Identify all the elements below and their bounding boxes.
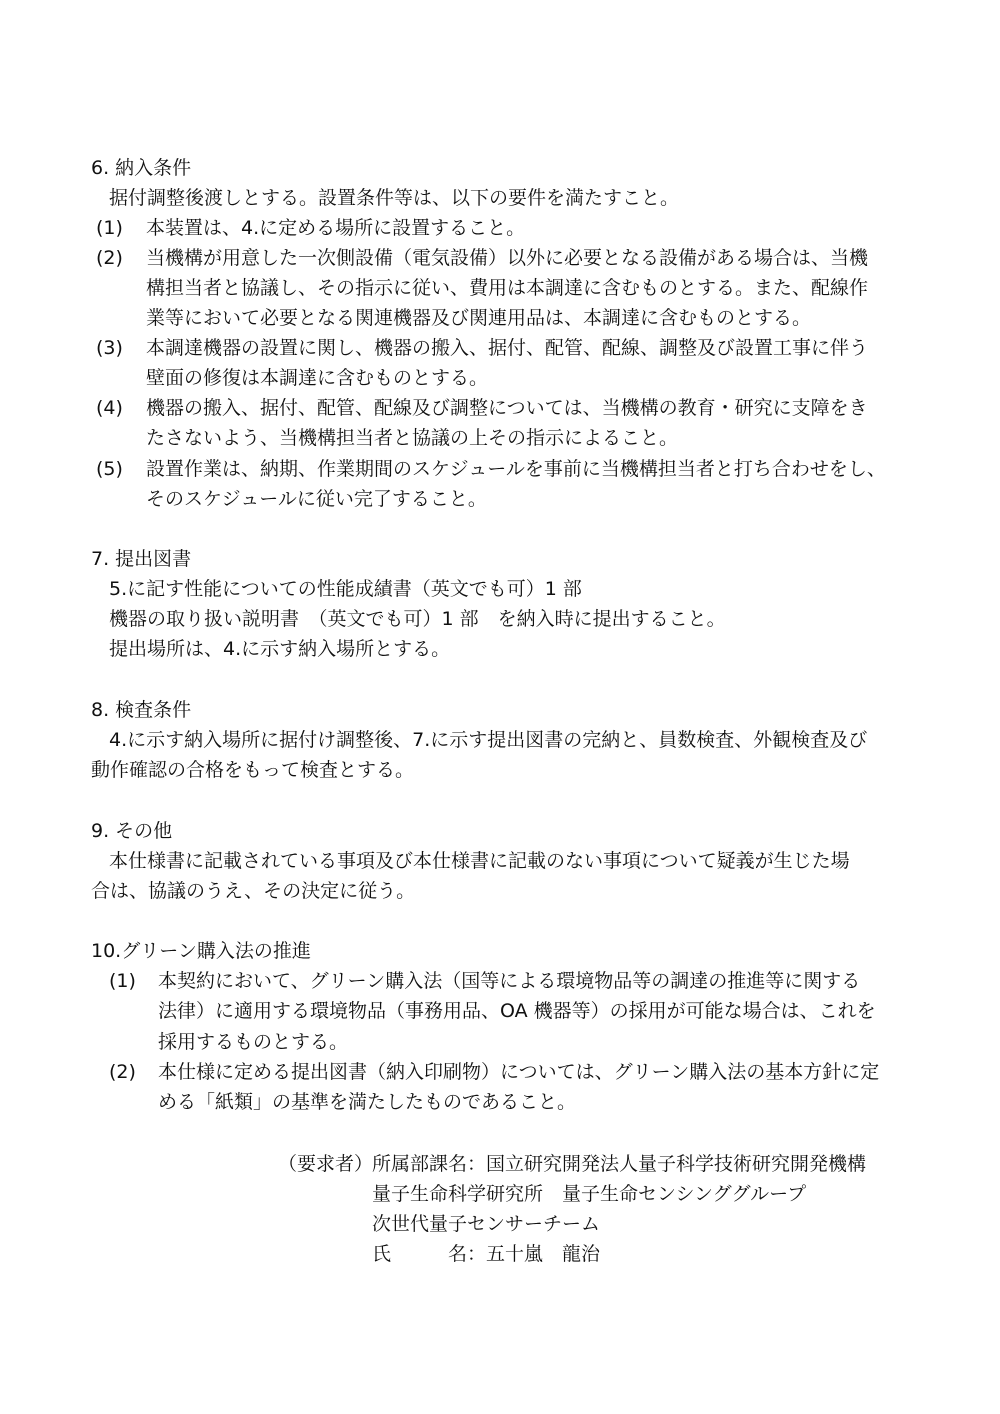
item-text: 設置作業は、納期、作業期間のスケジュールを事前に当機構担当者と打ち合わせをし、 [146, 458, 886, 480]
item-text: 当機構が用意した一次側設備（電気設備）以外に必要となる設備がある場合は、当機 [146, 247, 869, 269]
section-8-line: 4.に示す納入場所に据付け調整後、7.に示す提出図書の完納と、員数検査、外観検査及び [109, 729, 868, 751]
section-6-title: 6. 納入条件 [91, 157, 192, 179]
affiliation-institute: 量子生命科学研究所 量子生命センシンググループ [372, 1183, 807, 1205]
item-text: 構担当者と協議し、その指示に従い、費用は本調達に含むものとする。また、配線作 [146, 277, 869, 299]
item-text: たさないよう、当機構担当者と協議の上その指示によること。 [146, 427, 679, 449]
item-number: (2) [109, 1061, 136, 1083]
affiliation-org: 国立研究開発法人量子科学技術研究開発機構 [486, 1153, 867, 1175]
requester-label: （要求者） [278, 1153, 374, 1175]
section-7-title: 7. 提出図書 [91, 548, 192, 570]
item-number: (3) [96, 337, 123, 359]
affiliation-label: 所属部課名： [372, 1153, 487, 1175]
affiliation-team: 次世代量子センサーチーム [372, 1213, 601, 1235]
section-7-line: 機器の取り扱い説明書 （英文でも可）1 部 を納入時に提出すること。 [109, 608, 726, 630]
item-text: 機器の搬入、据付、配管、配線及び調整については、当機構の教育・研究に支障をき [146, 397, 868, 419]
item-text: 本装置は、4.に定める場所に設置すること。 [146, 217, 526, 239]
item-text: そのスケジュールに従い完了すること。 [146, 488, 487, 510]
requester-name: 五十嵐 龍治 [486, 1243, 601, 1265]
name-label: 氏 名： [372, 1243, 487, 1265]
section-8-title: 8. 検査条件 [91, 699, 192, 721]
section-7-line: 5.に記す性能についての性能成績書（英文でも可）1 部 [109, 578, 582, 600]
item-number: (1) [109, 970, 136, 992]
item-text: める「紙類」の基準を満たしたものであること。 [158, 1091, 577, 1113]
item-text: 法律）に適用する環境物品（事務用品、OA 機器等）の採用が可能な場合は、これを [158, 1000, 876, 1022]
section-8-line: 動作確認の合格をもって検査とする。 [91, 759, 415, 781]
item-text: 壁面の修復は本調達に含むものとする。 [146, 367, 489, 389]
item-text: 本契約において、グリーン購入法（国等による環境物品等の調達の推進等に関する [158, 970, 861, 992]
section-9-line: 合は、協議のうえ、その決定に従う。 [91, 880, 416, 902]
item-text: 採用するものとする。 [158, 1031, 349, 1053]
item-number: (5) [96, 458, 123, 480]
item-text: 本仕様に定める提出図書（納入印刷物）については、グリーン購入法の基本方針に定 [158, 1061, 880, 1083]
section-6-intro: 据付調整後渡しとする。設置条件等は、以下の要件を満たすこと。 [109, 187, 680, 209]
section-10-title: 10.グリーン購入法の推進 [91, 940, 311, 962]
section-9-line: 本仕様書に記載されている事項及び本仕様書に記載のない事項について疑義が生じた場 [109, 850, 850, 872]
item-text: 本調達機器の設置に関し、機器の搬入、据付、配管、配線、調整及び設置工事に伴う [146, 337, 869, 359]
item-number: (1) [96, 217, 123, 239]
item-number: (4) [96, 397, 123, 419]
item-number: (2) [96, 247, 123, 269]
item-text: 業等において必要となる関連機器及び関連用品は、本調達に含むものとする。 [146, 307, 812, 329]
section-9-title: 9. その他 [91, 820, 173, 842]
section-7-line: 提出場所は、4.に示す納入場所とする。 [109, 638, 451, 660]
